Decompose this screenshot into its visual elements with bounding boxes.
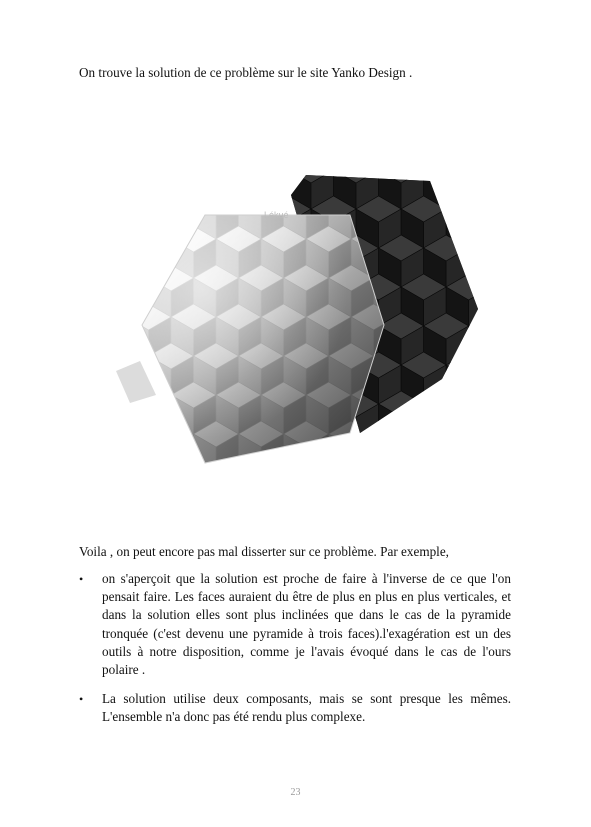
white-tray-handle — [116, 361, 156, 403]
page-number: 23 — [290, 787, 301, 798]
bullet-marker: • — [79, 692, 84, 707]
bullet-text: La solution utilise deux composants, mais se sont presque les mêmes. L'ensemble n'a donc pas été rendu plus complexe. — [102, 691, 511, 725]
bullet-item — [79, 570, 511, 679]
ice-tray-illustration — [116, 163, 478, 469]
bullet-marker: • — [79, 572, 84, 586]
intro-paragraph: On trouve la solution de ce problème sur le site Yanko Design . — [79, 65, 413, 81]
embossed-logo: Lékué — [264, 210, 289, 220]
bullet-list — [79, 570, 511, 727]
voila-paragraph: Voila , on peut encore pas mal disserter sur ce problème. Par exemple, — [79, 544, 449, 560]
bullet-item — [79, 690, 511, 726]
ice-tray-photo — [116, 163, 478, 469]
bullet-text: on s'aperçoit que la solution est proche de faire à l'inverse de ce que l'on pensait faire. Les faces auraient du être de plus en plus en plus verticales, et dans la solution elles sont plus inclinées que dans le cas de la pyramide tronquée (c'est devenu une pyramide à trois faces).l'exagération est un des outils à notre disposition, comme je l'avais évoqué dans le cas de l'ours polaire . — [102, 571, 511, 678]
